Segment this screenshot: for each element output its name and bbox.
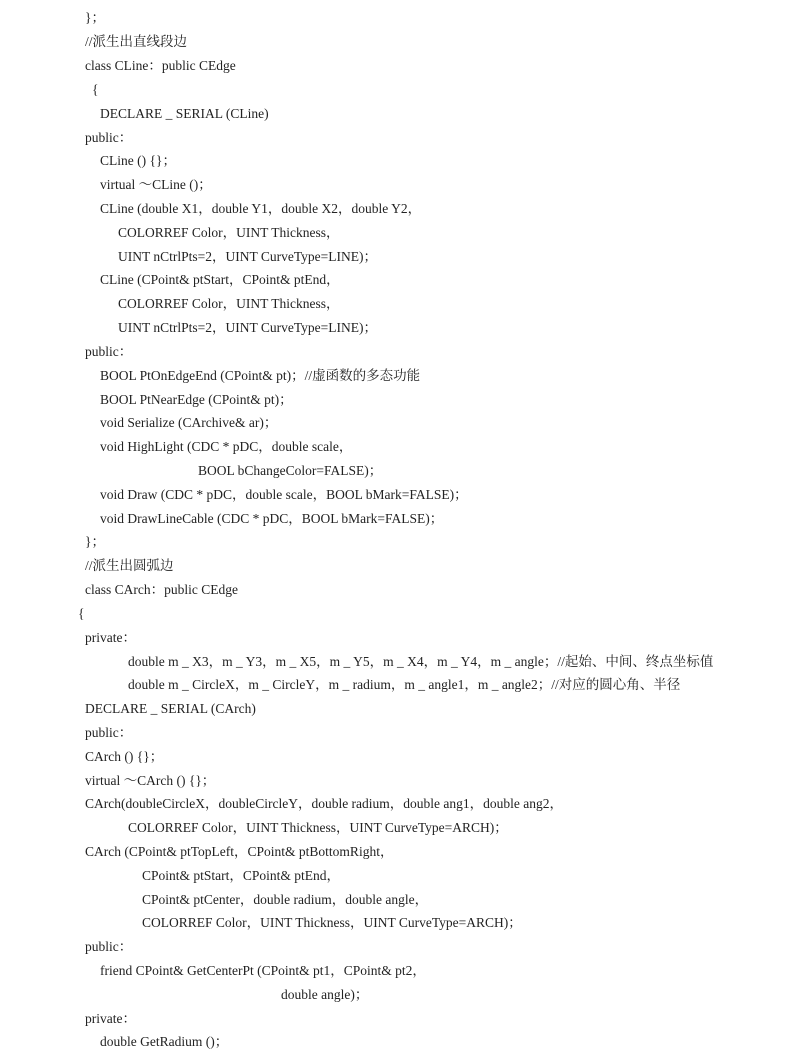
- code-line: void Draw (CDC * pDC，double scale，BOOL bMark=FALSE)；: [100, 487, 468, 502]
- access-specifier: private：: [85, 630, 136, 645]
- code-line: virtual ～CArch () {}；: [85, 773, 216, 788]
- code-line: void Serialize (CArchive& ar)；: [100, 415, 278, 430]
- class-declaration: class CArch：public CEdge: [85, 582, 238, 597]
- code-line: {: [92, 82, 99, 97]
- code-line: double m _ X3，m _ Y3，m _ X5，m _ Y5，m _ X4，m _ Y4，m _ angle；//起始、中间、终点坐标值: [128, 654, 714, 669]
- access-specifier: public：: [85, 130, 133, 145]
- code-line: CLine (double X1，double Y1，double X2，double Y2，: [100, 201, 422, 216]
- access-specifier: public：: [85, 344, 133, 359]
- code-line: CArch (CPoint& ptTopLeft，CPoint& ptBottomRight，: [85, 844, 394, 859]
- code-comment: //派生出直线段边: [85, 34, 188, 49]
- code-line: UINT nCtrlPts=2，UINT CurveType=LINE)；: [118, 320, 378, 335]
- code-line: double m _ CircleX，m _ CircleY，m _ radium，m _ angle1，m _ angle2；//对应的圆心角、半径: [128, 677, 681, 692]
- code-line: CArch(doubleCircleX，doubleCircleY，double radium，double ang1，double ang2，: [85, 796, 564, 811]
- code-line: COLORREF Color，UINT Thickness，: [118, 225, 340, 240]
- access-specifier: public：: [85, 939, 133, 954]
- code-line: DECLARE _ SERIAL (CLine): [100, 106, 269, 121]
- code-line: }；: [85, 534, 105, 549]
- code-line: void HighLight (CDC * pDC，double scale，: [100, 439, 353, 454]
- code-line: COLORREF Color，UINT Thickness，UINT CurveType=ARCH)；: [142, 915, 522, 930]
- code-line: double angle)；: [281, 987, 369, 1002]
- code-comment: //派生出圆弧边: [85, 558, 174, 573]
- class-declaration: class CLine：public CEdge: [85, 58, 236, 73]
- code-line: BOOL PtOnEdgeEnd (CPoint& pt)；//虚函数的多态功能: [100, 368, 421, 383]
- code-line: virtual ～CLine ()；: [100, 177, 212, 192]
- code-line: CLine (CPoint& ptStart，CPoint& ptEnd，: [100, 272, 340, 287]
- code-line: CArch () {}；: [85, 749, 164, 764]
- code-line: }；: [85, 10, 105, 25]
- code-line: BOOL bChangeColor=FALSE)；: [198, 463, 383, 478]
- code-line: COLORREF Color，UINT Thickness，: [118, 296, 340, 311]
- code-line: DECLARE _ SERIAL (CArch): [85, 701, 256, 716]
- access-specifier: private：: [85, 1011, 136, 1026]
- code-line: UINT nCtrlPts=2，UINT CurveType=LINE)；: [118, 249, 378, 264]
- code-line: BOOL PtNearEdge (CPoint& pt)；: [100, 392, 293, 407]
- code-line: double GetRadium ()；: [100, 1034, 229, 1049]
- code-line: COLORREF Color，UINT Thickness，UINT CurveType=ARCH)；: [128, 820, 508, 835]
- code-line: friend CPoint& GetCenterPt (CPoint& pt1，CPoint& pt2，: [100, 963, 426, 978]
- code-line: CPoint& ptCenter，double radium，double angle，: [142, 892, 429, 907]
- code-line: CLine () {}；: [100, 153, 176, 168]
- access-specifier: public：: [85, 725, 133, 740]
- code-line: {: [78, 606, 85, 621]
- code-line: void DrawLineCable (CDC * pDC，BOOL bMark=FALSE)；: [100, 511, 444, 526]
- code-line: CPoint& ptStart，CPoint& ptEnd，: [142, 868, 341, 883]
